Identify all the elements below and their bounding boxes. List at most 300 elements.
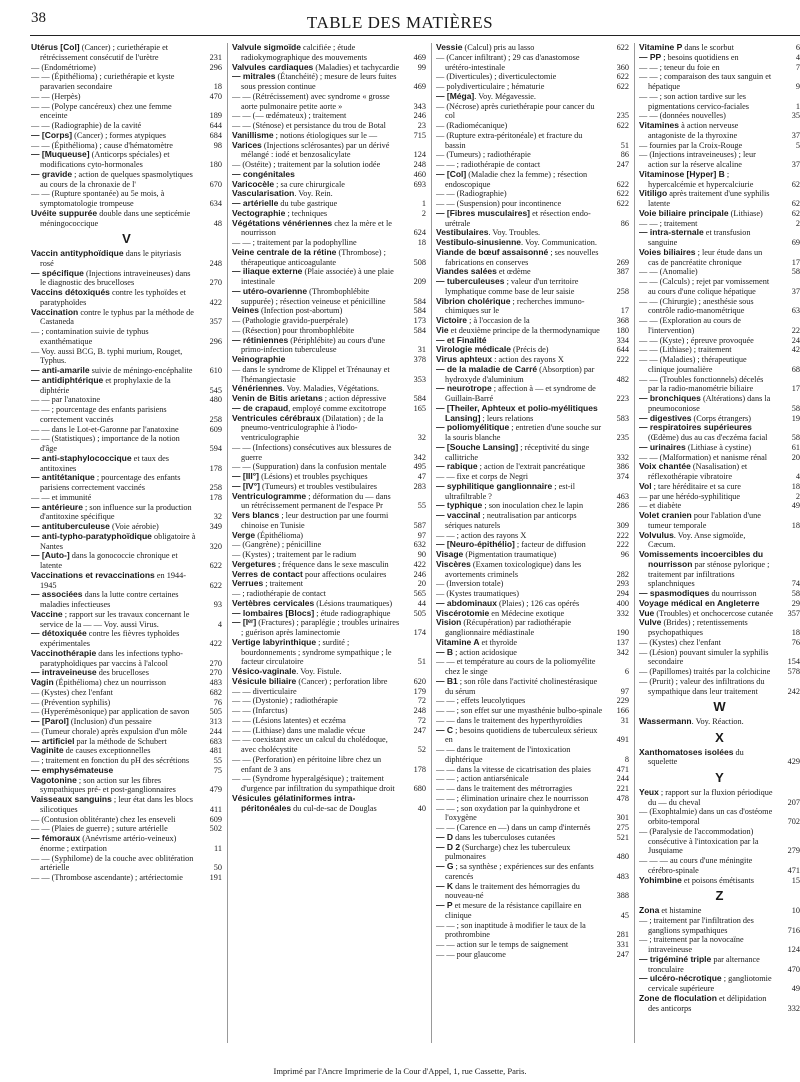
page-reference: 258 (209, 414, 222, 424)
index-entry (31, 688, 222, 698)
section-letter: X (715, 729, 724, 745)
section-letter: V (122, 231, 131, 247)
index-entry (639, 209, 800, 219)
page-reference: 17 (620, 306, 629, 316)
entry-text: dans le pityriasis rosé (40, 249, 182, 268)
entry-text: — (Prévention syphilis) (31, 697, 111, 707)
index-entry (436, 862, 629, 882)
entry-text: — — (Kyste) ; épreuve provoquée (639, 335, 754, 345)
page-reference: 137 (616, 637, 629, 647)
page-reference: 565 (413, 589, 426, 598)
entry-heading: — associées (31, 589, 83, 600)
page-reference: 622 (616, 199, 629, 208)
entry-text: (Absorption) par hydroxyde d'aluminium (445, 364, 595, 384)
entry-heading: — gravide (31, 168, 73, 179)
page-reference: 422 (209, 297, 222, 307)
index-entry (436, 716, 629, 726)
page-reference: 93 (213, 600, 222, 609)
index-entry (436, 365, 629, 385)
entry-text: — (Cancer infiltrant) ; 29 cas d'anastomose urétéro-intestinale (436, 52, 580, 72)
page-reference: 42 (791, 345, 800, 355)
page-reference: 223 (616, 394, 629, 403)
entry-heading: — [Col] (436, 168, 467, 179)
page-reference: 10 (791, 906, 800, 915)
entry-text: — — ; traitement (639, 218, 698, 228)
page-reference: 18 (791, 628, 800, 637)
index-entry (436, 804, 629, 824)
index-entry (436, 774, 629, 784)
index-entry (31, 698, 222, 708)
entry-heading: — artificiel (31, 735, 75, 746)
page-reference: 332 (787, 1003, 800, 1013)
index-entry (436, 696, 629, 706)
page-reference: 18 (417, 238, 426, 247)
entry-heading: Vagin (31, 677, 54, 687)
page-reference: 422 (209, 639, 222, 648)
index-entry (232, 531, 426, 541)
entry-text: (Récupération) par radiothérapie ganglionnaire médiastinale (445, 618, 572, 637)
page-reference: 609 (209, 424, 222, 434)
page-reference: 55 (213, 756, 222, 765)
entry-text: du cul-de-sac de Douglas (291, 803, 377, 813)
index-entry (31, 327, 222, 347)
page-reference: 96 (620, 550, 629, 559)
entry-text: ; notions étiologiques sur le — (273, 130, 378, 140)
entry-text: — — (Lithiase) ; traitement (639, 345, 732, 355)
entry-text: — (Exophtalmie) dans un cas d'ostéome orbito-temporal (639, 807, 773, 826)
page-reference: 584 (413, 296, 426, 306)
column-divider (227, 43, 228, 1043)
entry-text: chez la mère et le nourrisson (241, 218, 392, 238)
printer-imprint: Imprimé par l'Ancre Imprimerie de la Cour d'Appel, 1, rue Cassette, Paris. (273, 1066, 527, 1076)
page-reference: 378 (413, 355, 426, 364)
page-reference: 578 (787, 667, 800, 676)
index-entry (436, 511, 629, 531)
page-reference: 505 (209, 707, 222, 717)
entry-text: — (Hyperémèsonique) par application de savon (31, 707, 190, 717)
page-reference: 11 (214, 843, 222, 853)
entry-text: (Cancer) ; formes atypiques (72, 130, 167, 140)
index-entry (639, 423, 800, 443)
entry-heading: Viandes salées (436, 266, 497, 277)
page-reference: 349 (209, 522, 222, 531)
page-reference: 270 (209, 668, 222, 678)
entry-heading: Vitamines (639, 120, 680, 130)
entry-text: — (Ostéite) ; traitement par la solution iodée (232, 160, 381, 169)
entry-text: (Pigmentation traumatique) (463, 550, 557, 559)
page-reference: 632 (413, 540, 426, 550)
entry-text: (Périphlébite) au cours d'une primo-infection tuberculeuse (241, 335, 386, 355)
column-divider (431, 43, 432, 1043)
page-reference: 357 (209, 317, 222, 327)
entry-heading: — fémoraux (31, 833, 81, 843)
page-reference: 332 (616, 452, 629, 462)
index-entry (31, 629, 222, 649)
entry-text: (Plaies) ; 126 cas opérés (496, 598, 580, 608)
page-reference: 124 (413, 150, 426, 160)
page-reference: 63 (791, 306, 800, 316)
entry-text: — — (Lésions latentes) et eczéma (232, 715, 346, 725)
entry-text: et œdème (496, 267, 531, 277)
entry-heading: — G (436, 861, 454, 871)
index-entry (639, 336, 800, 346)
entry-heading: Venin de Bitis arietans (232, 393, 323, 403)
page-reference: 97 (620, 686, 629, 696)
page-reference: 622 (209, 561, 222, 570)
index-entry (232, 677, 426, 687)
index-entry (639, 638, 800, 648)
page-reference: 62 (791, 179, 800, 189)
index-entry (31, 72, 222, 92)
page-reference: 247 (616, 949, 629, 959)
entry-text: suivie de méningo-encéphalite (89, 366, 193, 375)
entry-heading: — K (436, 880, 453, 891)
entry-heading: — iliaque externe (232, 266, 303, 277)
entry-text: — — par l'anatoxine (31, 395, 101, 405)
index-entry (436, 882, 629, 902)
entry-text: contre le typhus par la méthode de Castaneda (40, 307, 194, 327)
index-entry (31, 776, 222, 796)
entry-heading: — intraveineuse (31, 667, 97, 678)
entry-text: — — ; traitement par la podophylline (232, 238, 357, 247)
page-reference: 248 (413, 706, 426, 715)
entry-text: et poisons émétisants (681, 875, 755, 885)
index-entry (232, 540, 426, 550)
index-entry (436, 297, 629, 317)
page-reference: 7 (795, 62, 800, 72)
page-reference: 20 (417, 579, 426, 589)
entry-text: pour affections oculaires (302, 569, 387, 579)
entry-text: — — — au cours d'une méningite cérébro-spinale (639, 856, 753, 875)
index-entry (639, 355, 800, 375)
index-entry (31, 668, 222, 678)
entry-text: — — ; élimination urinaire chez le nourrisson (436, 793, 589, 803)
index-entry (31, 854, 222, 874)
index-entry (31, 590, 222, 610)
index-entry (639, 609, 800, 619)
index-entry (31, 454, 222, 474)
entry-text: . Voy. Anse sigmoïde, Cæcum. (648, 530, 746, 550)
entry-text: . Voy. Réaction. (691, 717, 744, 726)
entry-text: (Infection post-abortum) (258, 306, 343, 316)
index-entry (639, 228, 800, 248)
entry-text: ; affection à — et syndrome de Guillain-Barré (445, 384, 596, 403)
entry-heading: — [Iᵉʳ] (232, 617, 257, 628)
entry-text: contre les fièvres typhoïdes expérimentales (40, 629, 180, 648)
section-letter: W (713, 699, 726, 715)
entry-text: — et diabète (639, 501, 682, 511)
entry-text: — (Prurit) ; valeur des infiltrations du sympathique dans leur traitement (639, 676, 765, 696)
entry-text: dans les infections typho-paratyphoïdiques par vaccins à l'alcool (40, 648, 183, 668)
entry-text: — (Résection) pour thrombophlébite (232, 325, 355, 335)
index-entry (639, 492, 800, 502)
index-entry (436, 248, 629, 268)
entry-heading: — [Parol] (31, 716, 69, 726)
entry-heading: — B1 (436, 675, 458, 686)
entry-text: ; réceptivité du singe callitriche (445, 442, 590, 462)
entry-text: (Épithélioma) (255, 530, 304, 540)
page-reference: 90 (417, 550, 426, 559)
entry-text: — — ; son effet sur une myasthénie bulbo-spinale (436, 706, 603, 715)
entry-heading: Yohimbine (639, 874, 682, 885)
entry-heading: Xanthomatoses isolées (639, 746, 734, 757)
entry-text: de causes exceptionnelles (63, 746, 151, 756)
page-reference: 622 (616, 179, 629, 189)
entry-text: — — (Radiographie) (436, 189, 507, 199)
index-entry (232, 443, 426, 463)
entry-heading: Vie (436, 324, 449, 335)
entry-text: — (Tumeurs) ; radiothérapie (436, 150, 531, 160)
page-reference: 281 (616, 930, 629, 940)
index-entry (436, 765, 629, 775)
page-reference: 50 (213, 863, 222, 873)
entry-text: ; déformation du — dans un rétrécissement permanent de l'espace Pr (241, 491, 391, 511)
page-reference: 6 (795, 43, 800, 52)
entry-text: — — (Statistiques) ; importance de la notion d'âge (31, 434, 180, 453)
index-entry (31, 131, 222, 141)
entry-heading: — C (436, 724, 453, 735)
entry-text: — — ; comparaison des taux sanguin et hépatique (639, 72, 772, 91)
index-column-2 (232, 43, 426, 1050)
page-reference: 622 (616, 43, 629, 52)
entry-text: — ; traitement par la novocaïne intraveineuse (639, 935, 744, 954)
entry-text: (Injections intraveineuses) dans le diagnostic des brucelloses (40, 268, 191, 288)
entry-text: — — ; son action tardive sur les pigmentations cervico-faciales (639, 91, 750, 111)
index-entry (639, 916, 800, 936)
entry-heading: Verrues (232, 578, 264, 589)
entry-heading: — utéro-ovarienne (232, 285, 308, 296)
page-reference: 491 (616, 735, 629, 745)
entry-text: et mesure de la résistance capillaire en clinique (445, 901, 582, 920)
page-reference: 275 (616, 823, 629, 832)
index-entry (436, 150, 629, 160)
page-reference: 584 (413, 325, 426, 335)
entry-heading: — [III°] (232, 471, 260, 481)
entry-text: — (Lésion) pouvant simuler la syphilis secondaire (639, 647, 769, 667)
entry-text: — (Tumeur chorale) après expulsion d'un môle (31, 726, 188, 736)
page-reference: 283 (413, 481, 426, 491)
entry-text: . Voy. Troubles. (488, 228, 541, 238)
entry-text: — — (Malformation) et nanisme rénal (639, 452, 768, 462)
entry-text: — — (Polype cancéreux) chez une femme enceinte (31, 101, 172, 121)
entry-text: — — (Épithélioma) ; curiethérapie et kyste paravarien secondaire (31, 72, 175, 91)
entry-text: — (Pathologie gravido-puerpérale) (232, 316, 348, 325)
index-entry (31, 405, 222, 425)
entry-text: — — (Épithélioma) ; cause d'hématomètre (31, 140, 173, 150)
entry-heading: Vagotonine (31, 774, 77, 785)
page-reference: 622 (616, 189, 629, 199)
index-entry (232, 462, 426, 472)
page-reference: 180 (209, 160, 222, 169)
entry-text: dans la gonococcie chronique et latente (40, 551, 178, 570)
page-reference: 231 (209, 52, 222, 62)
page-reference: 483 (616, 871, 629, 881)
page-reference: 31 (620, 715, 629, 725)
entry-text: ; sa cure chirurgicale (274, 179, 345, 189)
page-reference: 469 (413, 52, 426, 62)
entry-text: (Fractures) ; paraplégie ; troubles urinaires ; guérison après laminectomie (241, 618, 400, 637)
entry-text: dans les tuberculoses cutanées (453, 832, 556, 842)
entry-text: ; rapport sur la fluxion périodique du — du cheval (648, 787, 773, 807)
index-entry (436, 43, 629, 53)
entry-text: (Anévrisme artério-veineux) énorme ; extirpation (40, 834, 177, 853)
entry-heading: Viande de bœuf assaisonné (436, 246, 549, 257)
page-reference: 2 (795, 491, 800, 501)
entry-heading: — antidiphtérique (31, 374, 104, 385)
page-reference: 301 (616, 813, 629, 823)
entry-text: — polydiverticulaire ; hématurie (436, 82, 545, 91)
index-entry (639, 955, 800, 975)
index-entry (639, 974, 800, 994)
page-reference: 587 (413, 520, 426, 530)
entry-text: — (Inversion totale) (436, 579, 504, 589)
entry-heading: Voie biliaire principale (639, 207, 729, 218)
entry-heading: — poliomyélitique (436, 422, 510, 433)
entry-heading: Veinographie (232, 354, 286, 364)
page-reference: 293 (616, 579, 629, 589)
entry-heading: — P (436, 900, 453, 910)
page-reference: 481 (209, 746, 222, 756)
entry-text: ; recherches immuno-chimiques sur le (445, 296, 585, 316)
page-reference: 235 (616, 433, 629, 442)
page-reference: 17 (791, 384, 800, 394)
entry-heading: Virologie médicale (436, 344, 511, 355)
entry-text: ; surdité ; bourdonnements ; syndrome sympathique ; le facteur circulatoire (241, 637, 392, 667)
page-reference: 622 (616, 82, 629, 91)
entry-text: — (Kystes traumatiques) (436, 589, 519, 598)
page-reference: 23 (417, 121, 426, 130)
entry-text: — — (Syndrome hyperalgésique) ; traitement d'urgence par infiltration du sympathique droit (232, 774, 395, 793)
index-entry (436, 638, 629, 648)
page-reference: 4 (795, 52, 800, 62)
entry-heading: — [Corps] (31, 129, 73, 140)
entry-heading: — de la maladie de Carré (436, 363, 538, 374)
entry-text: (Anticorps spéciales) et modifications cyto-hormonales (40, 150, 170, 169)
entry-heading: Vestibulo-sinusienne (436, 237, 522, 247)
entry-heading: Verge (232, 529, 256, 540)
index-entry (639, 856, 800, 876)
page-reference: 360 (616, 62, 629, 72)
page-reference: 343 (413, 101, 426, 111)
entry-heading: Vitaminose [Hyper] B (639, 168, 725, 179)
index-entry (639, 827, 800, 856)
page-reference: 58 (791, 433, 800, 442)
index-entry (31, 189, 222, 209)
page-reference: 18 (213, 82, 222, 91)
page-reference: 680 (413, 784, 426, 793)
page-reference: 74 (791, 579, 800, 589)
page-reference: 51 (417, 657, 426, 667)
page-reference: 58 (791, 403, 800, 413)
entry-heading: Uvéite suppurée (31, 207, 98, 218)
page-reference: 61 (791, 442, 800, 452)
page-reference: 62 (791, 199, 800, 208)
page-reference: 471 (616, 764, 629, 774)
entry-heading: — rabique (436, 461, 478, 472)
entry-text: (Cancer) ; perforation libre (296, 676, 388, 686)
header-rule (30, 35, 800, 36)
index-entry (639, 717, 800, 727)
entry-heading: Zone de floculation (639, 992, 717, 1003)
index-entry (31, 43, 222, 63)
entry-text: — — fixe et corps de Negri (436, 472, 529, 481)
entry-heading: — [Neuro-épithélio] (436, 539, 515, 550)
index-entry (639, 53, 800, 63)
page-reference: 58 (791, 267, 800, 277)
entry-text: ; rapport sur les travaux concernant le service de la — — Voy. aussi Virus. (40, 609, 190, 629)
page-reference: 32 (213, 512, 222, 522)
page-reference: 72 (417, 696, 426, 706)
page-reference: 521 (616, 832, 629, 842)
index-entry (436, 726, 629, 746)
entry-text: ; leur destruction par une fourmi chinoise en Tunisie (241, 511, 389, 530)
index-entry (31, 288, 222, 308)
entry-text: ; ses nouvelles fabrications en conserves (445, 247, 599, 267)
entry-text: — (Rupture extra-péritonéale) et fracture du bassin (436, 130, 583, 150)
entry-text: (Nasalisation) et réflexothérapie vibratoire (648, 462, 748, 481)
page-reference: 24 (791, 335, 800, 345)
entry-text: . Voy. Communication. (521, 238, 597, 247)
page-reference: 670 (209, 179, 222, 189)
entry-heading: — antituberculeuse (31, 521, 110, 531)
index-entry (639, 189, 800, 209)
entry-heading: — spasmodiques (639, 588, 710, 598)
entry-text: — — (Radiographie) de la cavité (31, 121, 142, 130)
index-entry (436, 618, 629, 638)
entry-text: — — pour glaucome (436, 949, 506, 959)
entry-heading: Vésico-vaginale (232, 666, 297, 676)
index-entry (436, 579, 629, 589)
page-reference: 594 (209, 444, 222, 453)
index-entry (31, 269, 222, 289)
page-reference: 296 (209, 336, 222, 346)
page-reference: 69 (791, 238, 800, 247)
page-reference: 320 (209, 541, 222, 551)
entry-text: — (Paralysie de l'accommodation) consécutive à l'intoxication par la Jusquiame (639, 826, 759, 856)
page-reference: 387 (616, 267, 629, 277)
entry-heading: — [Souche Lansing] (436, 441, 519, 452)
entry-heading: Virus aphteux (436, 354, 493, 364)
index-entry (436, 921, 629, 941)
entry-text: . Voy. Maladies, Végétations. (282, 384, 379, 394)
entry-text: — — (Perforation) en péritoine libre chez un enfant de 3 ans (232, 754, 382, 774)
entry-text: ; à l'occasion de la (467, 316, 530, 325)
entry-text: — — (Lithiase) dans une maladie vécue (232, 725, 366, 735)
entry-text: par la méthode de Schubert (74, 736, 167, 746)
index-entry (436, 189, 629, 199)
index-entry (31, 551, 222, 571)
page-reference: 49 (791, 984, 800, 993)
index-entry (639, 667, 800, 677)
page-reference: 620 (413, 676, 426, 686)
page-reference: 242 (787, 686, 800, 696)
index-entry (436, 901, 629, 921)
index-entry (31, 649, 222, 669)
page-reference: 584 (413, 306, 426, 316)
page-reference: 5 (795, 140, 800, 150)
entry-text: après traitement d'une syphilis latente (648, 189, 770, 208)
index-entry (436, 823, 629, 833)
page-reference: 702 (787, 817, 800, 826)
page-reference: 682 (209, 687, 222, 697)
page-reference: 495 (413, 462, 426, 472)
index-entry (31, 834, 222, 854)
page-reference: 180 (616, 325, 629, 335)
page-reference: 55 (417, 501, 426, 511)
page-reference: 482 (616, 374, 629, 384)
entry-text: ; tare héréditaire et sa cure (651, 481, 741, 491)
entry-heading: Vision (436, 617, 462, 628)
